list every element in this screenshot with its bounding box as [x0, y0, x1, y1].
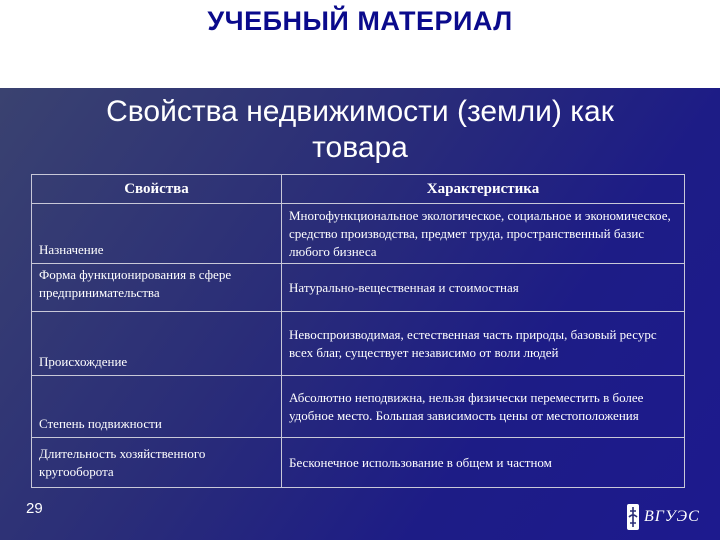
- characteristic-cell: Невоспроизводимая, естественная часть природы, базовый ресурс всех благ, существует независимо от воли людей: [282, 312, 685, 376]
- top-header: [0, 0, 720, 88]
- property-cell: [32, 312, 282, 376]
- table-row: [32, 376, 685, 438]
- column-header-characteristic: Характеристика: [282, 175, 685, 204]
- property-cell: [32, 264, 282, 312]
- column-header-properties: Свойства: [32, 175, 282, 204]
- table-row: [32, 312, 685, 376]
- property-cell: [32, 204, 282, 264]
- logo: [626, 502, 700, 532]
- property-text: Происхождение: [39, 354, 128, 369]
- property-text: Степень подвижности: [39, 416, 162, 431]
- properties-table: [31, 174, 685, 488]
- page-number: 29: [26, 500, 43, 517]
- characteristic-cell: Абсолютно неподвижна, нельзя физически переместить в более удобное место. Большая зависимость цены от местоположения: [282, 376, 685, 438]
- table-row: [32, 264, 685, 312]
- property-cell: [32, 376, 282, 438]
- characteristic-cell: Многофункциональное экологическое, социальное и экономическое, средство производства, предмет труда, пространственный базис любого бизнеса: [282, 204, 685, 264]
- logo-text: ВГУЭС: [644, 508, 700, 525]
- table-row: [32, 438, 685, 488]
- characteristic-cell: Натурально-вещественная и стоимостная: [282, 264, 685, 312]
- property-text: Назначение: [39, 242, 104, 257]
- property-text: Форма функционирования в сфере предпринимательства: [39, 267, 232, 300]
- slide-panel: [0, 88, 720, 540]
- header-title: УЧЕБНЫЙ МАТЕРИАЛ: [207, 6, 513, 36]
- table-header-row: [32, 175, 685, 204]
- table-row: [32, 204, 685, 264]
- slide-title: [40, 94, 680, 166]
- characteristic-cell: Бесконечное использование в общем и частном: [282, 438, 685, 488]
- slide-title-line-1: Свойства недвижимости (земли) как: [106, 95, 614, 128]
- property-text: Длительность хозяйственного кругооборота: [39, 445, 206, 479]
- university-emblem-icon: [626, 503, 640, 531]
- property-cell: [32, 438, 282, 488]
- slide-title-line-2: товара: [312, 131, 408, 164]
